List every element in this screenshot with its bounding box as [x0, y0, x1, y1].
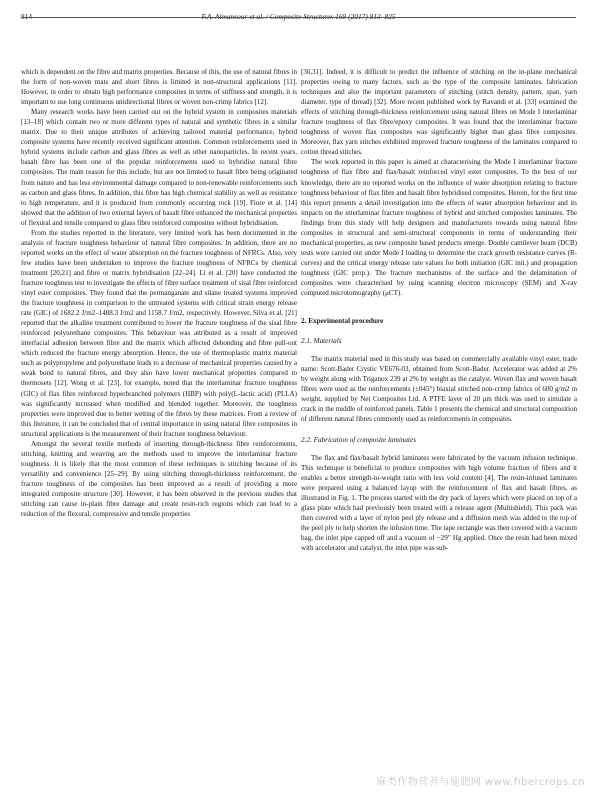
paragraph: The flax and flax/basalt hybrid laminates were fabricated by the vacuum infusion technique. This technique is beneficial to produce composites with high volume fraction of fibres and it enables a better strength-to-weight ratio with less void content [4]. The resin-infused laminates were prepared using a balanced layup with the reinforcement of flax and basalt fibres, as illustrated in Fig. 1. The process started with the dry pack of layers which were placed on top of a glass plate which had previously been treated with a release agent (Multishield). This pack was then covered with a layer of nylon peel ply release and a diffusion mesh was added to the top of the peel ply to help shorten the infusion time. The tape rectangle was then covered with a vacuum bag, the inlet pipe capped off and a vacuum of −29″ Hg applied. Once the resin had been mixed with accelerator and catalyst, the inlet pipe was sub-	[301, 453, 577, 552]
journal-citation: F.A. Almansour et al. / Composite Structures 168 (2017) 813–825	[201, 12, 396, 21]
page-number: 814	[21, 12, 33, 21]
paragraph: which is dependent on the fibre and matrix properties. Because of this, the use of natural fibres in the form of non-woven mats and short fibres is limited in non-structural applications [11]. However, in order to obtain high performance composites in terms of stiffness and strength, it is important to use long continuous unidirectional fibres or woven non-crimp fabrics [12].	[21, 68, 297, 107]
paragraph: From the studies reported in the literature, very limited work has been documented in the analysis of fracture toughness behaviour of natural fibre composites. In addition, there are no reported works on the effect of water absorption on the fracture toughness of NFRCs. Also, very few studies have been undertaken to improve the fracture toughness of NFRCs by chemical treatment [20,21] and fibre or matrix hybridisation [22–24]. Li et al. [20] have conducted the fracture toughness test to investigate the effects of fibre surface treatment of sisal fibre reinforced vinyl ester composites. They found that the permanganate and silane treated systems improved the fracture toughness in comparison to the untreated systems with critical strain energy release rate (GIC) of 1682.2 J/m2–1488.3 J/m2 and 1158.7 J/m2, respectively. However, Silva et al. [21] reported that the alkaline treatment contributed to lower the fracture toughness of the sisal fibre reinforced polyurethane composites. This behaviour was attributed as a result of improved interfacial adhesion between fibre and the matrix which affected debonding and fibre pull-out which reduced the fracture energy absorption. Hence, the use of thermoplastic matrix material such as polypropylene and polyurethane leads to a decrease of mechanical properties caused by a weak bond to natural fibres, and they also have lower mechanical properties compared to thermosets [12]. Wong et al. [23], for example, noted that the interlaminar fracture toughness (GIC) of flax fibre reinforced hyperbranched polymers (HBP) with poly(L-lactic acid) (PLLA) was significantly increased when modified and blended together. Moreover, the toughness properties were improved due to better wetting of the fibres by these matrices. From a review of this literature, it can be concluded that of central importance in using natural fibre composites in structural applications is the measurement of their fracture toughness behaviour.	[21, 228, 297, 438]
header-rule	[21, 17, 576, 18]
running-header	[21, 12, 576, 24]
paragraph: Amongst the several textile methods of inserting through-thickness fibre reinforcements, stitching, knitting and weaving are the methods used to improve the interlaminar fracture toughness. It is likely that the most common of these techniques is stitching because of its versatility and convenience [25–29]. By using stitching through-thickness reinforcement, the fracture toughness of the composites has been improved as a result of providing a more integrated composite structure [30]. However, it has been observed in the previous studies that stitching can cause in-plain fibre damage and create resin-rich regions which can lead to a reduction of the flexural, compressive and tensile properties	[21, 439, 297, 519]
paragraph: [30,31]. Indeed, it is difficult to predict the influence of stitching on the in-plane mechanical properties owing to many factors, such as the type of the composite laminates, fabrication techniques and also the important parameters of stitching (stitch density, pattern, span, yarn diameter, type of thread) [32]. More recent published work by Ravandi et al. [33] examined the effects of stitching through-thickness reinforcement using natural fibres on Mode I interlaminar fracture toughness of flax fibre/epoxy composites. It was found that the interlaminar fracture toughness of woven flax composites was significantly higher than glass fibre composites. Moreover, flax yarn stitches exhibited improved fracture toughness of the laminates compared to cotton thread stitches.	[301, 68, 577, 157]
paragraph: The work reported in this paper is aimed at characterising the Mode I interlaminar fracture toughness of flax fibre and flax/basalt reinforced vinyl ester composites. To the best of our knowledge, there are no reported works on the influence of water absorption relating to fracture toughness behaviour of flax fibre and basalt fibre hybridised composites. Herein, for the first time this report presents a detail investigation into the effects of water absorption behaviour and its impacts on the interlaminar fracture toughness of hybrid and stitched composites laminates. The findings from this study will help designers and manufacturers towards using natural fibre composites in structural and semi-structural components in terms of understanding their mechanical properties, as new composite based products emerge. Double cantilever beam (DCB) tests were carried out under Mode I loading to determine the crack growth resistance curves (R-curves) and the critical energy release rate values for both initiation (GIC init.) and propagation toughness (GIC prop.). The fracture mechanisms of the surface and the delamination of composites were characterised by using scanning electron microscopy (SEM) and X-ray computed microtomography (μCT).	[301, 158, 577, 298]
left-column	[21, 67, 297, 519]
paragraph: Many research works have been carried out on the hybrid system in composites materials [13–18] which contain two or more different types of natural and synthetic fibres in a similar matrix. Due to their unique attributes of achieving tailored material performance, hybrid composite systems have recently received significant attention. Common reinforcements used in hybrid systems include carbon and glass fibres as well as other nanoparticles. In recent years, basalt fibre has been one of the popular reinforcements used to hybridise natural fibre composites. The main reason for this include, but are not limited to basalt fibre being originated from nature and has less environmental damage compared to non-renewable reinforcements such as carbon and glass fibres. In addition, this fibre has high chemical stability as well as resistance to high temperature, and it is produced from commonly occurring rock [19]. Fiore et al. [14] showed that the addition of two external layers of basalt fibre enhanced the mechanical properties of flexural and tensile compared to glass fibre reinforced composites without hybridisation.	[21, 108, 297, 227]
watermark: 麻类作物营养与施肥网 www.fibercrops.cn	[376, 777, 585, 788]
subsection-heading-materials: 2.1. Materials	[301, 337, 342, 346]
paragraph: The matrix material used in this study was based on commercially available vinyl ester, trade name: Scott-Bader Crystic VE676-03, obtained from Scott-Bader. Accelerator was added at 2% by weight along with Triganox 239 at 2% by weight as the catalyst. Woven flax and woven basalt fibres were used as the reinforcements (±045°) biaxial stitched non-crimp fabrics of 600 g/m2 in weight, supplied by Net Composites Ltd. A PTFE layer of 20 μm thick was used to simulate a crack in the middle of reinforced panels. Table 1 presents the chemical and structural composition of different natural fibres commonly used as reinforcements in composites.	[301, 355, 577, 424]
right-column	[301, 67, 577, 553]
section-heading: 2. Experimental procedure	[301, 317, 384, 326]
subsection-heading-fabrication: 2.2. Fabrication of composite laminates	[301, 435, 416, 444]
